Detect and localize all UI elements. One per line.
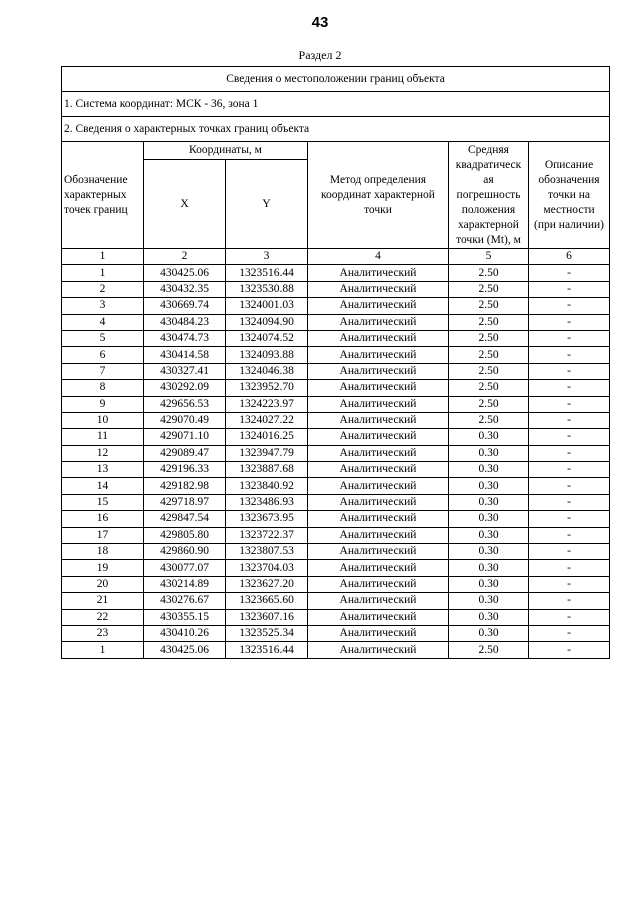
x-coordinate-cell: 429656.53 bbox=[144, 396, 226, 412]
table-row bbox=[62, 625, 610, 641]
x-coordinate-cell: 429860.90 bbox=[144, 544, 226, 560]
method-cell: Аналитический bbox=[308, 593, 449, 609]
column-number: 4 bbox=[308, 249, 449, 265]
column-number: 5 bbox=[449, 249, 529, 265]
x-coordinate-cell: 430327.41 bbox=[144, 363, 226, 379]
description-cell: - bbox=[529, 609, 610, 625]
table-row bbox=[62, 527, 610, 543]
y-coordinate-cell: 1323952.70 bbox=[226, 380, 308, 396]
method-cell: Аналитический bbox=[308, 396, 449, 412]
description-cell: - bbox=[529, 445, 610, 461]
error-cell: 2.50 bbox=[449, 642, 529, 658]
point-number-cell: 9 bbox=[62, 396, 144, 412]
x-coordinate-cell: 430077.07 bbox=[144, 560, 226, 576]
method-cell: Аналитический bbox=[308, 314, 449, 330]
y-coordinate-cell: 1323887.68 bbox=[226, 462, 308, 478]
y-coordinate-cell: 1324046.38 bbox=[226, 363, 308, 379]
error-cell: 0.30 bbox=[449, 593, 529, 609]
point-number-cell: 20 bbox=[62, 576, 144, 592]
x-coordinate-cell: 430669.74 bbox=[144, 298, 226, 314]
table-row bbox=[62, 642, 610, 658]
method-cell: Аналитический bbox=[308, 642, 449, 658]
error-cell: 0.30 bbox=[449, 544, 529, 560]
error-cell: 0.30 bbox=[449, 478, 529, 494]
y-coordinate-cell: 1323807.53 bbox=[226, 544, 308, 560]
x-coordinate-cell: 429847.54 bbox=[144, 511, 226, 527]
method-cell: Аналитический bbox=[308, 560, 449, 576]
y-coordinate-cell: 1323516.44 bbox=[226, 642, 308, 658]
description-cell: - bbox=[529, 265, 610, 281]
method-cell: Аналитический bbox=[308, 412, 449, 428]
method-cell: Аналитический bbox=[308, 576, 449, 592]
description-cell: - bbox=[529, 281, 610, 297]
point-number-cell: 17 bbox=[62, 527, 144, 543]
table-row bbox=[62, 380, 610, 396]
table-row bbox=[62, 511, 610, 527]
y-coordinate-cell: 1323704.03 bbox=[226, 560, 308, 576]
description-cell: - bbox=[529, 527, 610, 543]
table-row bbox=[62, 609, 610, 625]
description-cell: - bbox=[529, 494, 610, 510]
y-coordinate-cell: 1323486.93 bbox=[226, 494, 308, 510]
point-number-cell: 15 bbox=[62, 494, 144, 510]
y-coordinate-cell: 1324094.90 bbox=[226, 314, 308, 330]
method-cell: Аналитический bbox=[308, 478, 449, 494]
error-cell: 2.50 bbox=[449, 380, 529, 396]
error-cell: 0.30 bbox=[449, 527, 529, 543]
point-number-cell: 2 bbox=[62, 281, 144, 297]
x-coordinate-cell: 430414.58 bbox=[144, 347, 226, 363]
header-coordinates: Координаты, м bbox=[144, 142, 308, 160]
y-coordinate-cell: 1323947.79 bbox=[226, 445, 308, 461]
table-row bbox=[62, 593, 610, 609]
table-title: Сведения о местоположении границ объекта bbox=[62, 67, 610, 92]
point-number-cell: 23 bbox=[62, 625, 144, 641]
point-number-cell: 13 bbox=[62, 462, 144, 478]
point-number-cell: 11 bbox=[62, 429, 144, 445]
x-coordinate-cell: 430484.23 bbox=[144, 314, 226, 330]
description-cell: - bbox=[529, 429, 610, 445]
header-description: Описание обозначения точки на местности (при наличии) bbox=[529, 142, 610, 249]
y-coordinate-cell: 1323525.34 bbox=[226, 625, 308, 641]
column-number: 6 bbox=[529, 249, 610, 265]
method-cell: Аналитический bbox=[308, 462, 449, 478]
point-number-cell: 19 bbox=[62, 560, 144, 576]
method-cell: Аналитический bbox=[308, 380, 449, 396]
table-row bbox=[62, 429, 610, 445]
x-coordinate-cell: 429196.33 bbox=[144, 462, 226, 478]
table-row bbox=[62, 363, 610, 379]
coordinate-system-line: 1. Система координат: МСК - 36, зона 1 bbox=[62, 92, 610, 117]
method-cell: Аналитический bbox=[308, 609, 449, 625]
point-number-cell: 1 bbox=[62, 642, 144, 658]
error-cell: 2.50 bbox=[449, 412, 529, 428]
x-coordinate-cell: 429070.49 bbox=[144, 412, 226, 428]
y-coordinate-cell: 1324027.22 bbox=[226, 412, 308, 428]
y-coordinate-cell: 1323673.95 bbox=[226, 511, 308, 527]
point-number-cell: 12 bbox=[62, 445, 144, 461]
method-cell: Аналитический bbox=[308, 544, 449, 560]
method-cell: Аналитический bbox=[308, 265, 449, 281]
error-cell: 0.30 bbox=[449, 511, 529, 527]
error-cell: 0.30 bbox=[449, 462, 529, 478]
method-cell: Аналитический bbox=[308, 527, 449, 543]
error-cell: 0.30 bbox=[449, 609, 529, 625]
error-cell: 2.50 bbox=[449, 314, 529, 330]
y-coordinate-cell: 1324223.97 bbox=[226, 396, 308, 412]
error-cell: 2.50 bbox=[449, 281, 529, 297]
error-cell: 0.30 bbox=[449, 576, 529, 592]
method-cell: Аналитический bbox=[308, 494, 449, 510]
y-coordinate-cell: 1323722.37 bbox=[226, 527, 308, 543]
y-coordinate-cell: 1324074.52 bbox=[226, 330, 308, 346]
description-cell: - bbox=[529, 544, 610, 560]
x-coordinate-cell: 430425.06 bbox=[144, 265, 226, 281]
point-number-cell: 4 bbox=[62, 314, 144, 330]
method-cell: Аналитический bbox=[308, 298, 449, 314]
y-coordinate-cell: 1323665.60 bbox=[226, 593, 308, 609]
x-coordinate-cell: 429182.98 bbox=[144, 478, 226, 494]
boundary-points-table bbox=[61, 66, 610, 659]
point-number-cell: 10 bbox=[62, 412, 144, 428]
point-number-cell: 16 bbox=[62, 511, 144, 527]
x-coordinate-cell: 429718.97 bbox=[144, 494, 226, 510]
description-cell: - bbox=[529, 396, 610, 412]
point-number-cell: 14 bbox=[62, 478, 144, 494]
description-cell: - bbox=[529, 478, 610, 494]
description-cell: - bbox=[529, 298, 610, 314]
x-coordinate-cell: 430292.09 bbox=[144, 380, 226, 396]
point-number-cell: 21 bbox=[62, 593, 144, 609]
point-number-cell: 7 bbox=[62, 363, 144, 379]
column-number: 3 bbox=[226, 249, 308, 265]
description-cell: - bbox=[529, 625, 610, 641]
x-coordinate-cell: 429089.47 bbox=[144, 445, 226, 461]
header-y: Y bbox=[226, 160, 308, 249]
header-x: X bbox=[144, 160, 226, 249]
error-cell: 0.30 bbox=[449, 494, 529, 510]
point-number-cell: 8 bbox=[62, 380, 144, 396]
point-number-cell: 22 bbox=[62, 609, 144, 625]
error-cell: 0.30 bbox=[449, 445, 529, 461]
error-cell: 0.30 bbox=[449, 429, 529, 445]
table-row bbox=[62, 544, 610, 560]
description-cell: - bbox=[529, 462, 610, 478]
table-row bbox=[62, 494, 610, 510]
column-number: 1 bbox=[62, 249, 144, 265]
y-coordinate-cell: 1323607.16 bbox=[226, 609, 308, 625]
error-cell: 2.50 bbox=[449, 330, 529, 346]
point-number-cell: 1 bbox=[62, 265, 144, 281]
table-row bbox=[62, 265, 610, 281]
x-coordinate-cell: 429071.10 bbox=[144, 429, 226, 445]
table-row bbox=[62, 330, 610, 346]
point-number-cell: 5 bbox=[62, 330, 144, 346]
x-coordinate-cell: 430410.26 bbox=[144, 625, 226, 641]
error-cell: 2.50 bbox=[449, 396, 529, 412]
description-cell: - bbox=[529, 642, 610, 658]
description-cell: - bbox=[529, 330, 610, 346]
y-coordinate-cell: 1324016.25 bbox=[226, 429, 308, 445]
x-coordinate-cell: 430355.15 bbox=[144, 609, 226, 625]
table-row bbox=[62, 347, 610, 363]
error-cell: 2.50 bbox=[449, 347, 529, 363]
y-coordinate-cell: 1324093.88 bbox=[226, 347, 308, 363]
table-row bbox=[62, 412, 610, 428]
method-cell: Аналитический bbox=[308, 363, 449, 379]
x-coordinate-cell: 430214.89 bbox=[144, 576, 226, 592]
description-cell: - bbox=[529, 380, 610, 396]
page-number: 43 bbox=[311, 14, 329, 31]
table-row bbox=[62, 281, 610, 297]
x-coordinate-cell: 430432.35 bbox=[144, 281, 226, 297]
table-row bbox=[62, 576, 610, 592]
error-cell: 2.50 bbox=[449, 363, 529, 379]
description-cell: - bbox=[529, 347, 610, 363]
y-coordinate-cell: 1323627.20 bbox=[226, 576, 308, 592]
description-cell: - bbox=[529, 576, 610, 592]
method-cell: Аналитический bbox=[308, 347, 449, 363]
header-designation: Обозначение характерных точек границ bbox=[62, 142, 144, 249]
x-coordinate-cell: 430474.73 bbox=[144, 330, 226, 346]
description-cell: - bbox=[529, 593, 610, 609]
y-coordinate-cell: 1323840.92 bbox=[226, 478, 308, 494]
x-coordinate-cell: 430425.06 bbox=[144, 642, 226, 658]
table-row bbox=[62, 314, 610, 330]
method-cell: Аналитический bbox=[308, 445, 449, 461]
table-row bbox=[62, 560, 610, 576]
table-row bbox=[62, 478, 610, 494]
header-method: Метод определения координат характерной точки bbox=[308, 142, 449, 249]
point-number-cell: 18 bbox=[62, 544, 144, 560]
header-error: Средняя квадратическ ая погрешность положения характерной точки (Mt), м bbox=[449, 142, 529, 249]
description-cell: - bbox=[529, 511, 610, 527]
x-coordinate-cell: 430276.67 bbox=[144, 593, 226, 609]
error-cell: 2.50 bbox=[449, 298, 529, 314]
points-heading: 2. Сведения о характерных точках границ объекта bbox=[62, 117, 610, 142]
column-number: 2 bbox=[144, 249, 226, 265]
table-row bbox=[62, 462, 610, 478]
error-cell: 0.30 bbox=[449, 560, 529, 576]
point-number-cell: 3 bbox=[62, 298, 144, 314]
method-cell: Аналитический bbox=[308, 429, 449, 445]
method-cell: Аналитический bbox=[308, 281, 449, 297]
error-cell: 0.30 bbox=[449, 625, 529, 641]
point-number-cell: 6 bbox=[62, 347, 144, 363]
table-row bbox=[62, 298, 610, 314]
table-row bbox=[62, 445, 610, 461]
table-row bbox=[62, 396, 610, 412]
description-cell: - bbox=[529, 363, 610, 379]
y-coordinate-cell: 1323516.44 bbox=[226, 265, 308, 281]
error-cell: 2.50 bbox=[449, 265, 529, 281]
description-cell: - bbox=[529, 412, 610, 428]
method-cell: Аналитический bbox=[308, 330, 449, 346]
y-coordinate-cell: 1324001.03 bbox=[226, 298, 308, 314]
section-title: Раздел 2 bbox=[298, 48, 342, 62]
method-cell: Аналитический bbox=[308, 511, 449, 527]
method-cell: Аналитический bbox=[308, 625, 449, 641]
x-coordinate-cell: 429805.80 bbox=[144, 527, 226, 543]
y-coordinate-cell: 1323530.88 bbox=[226, 281, 308, 297]
description-cell: - bbox=[529, 560, 610, 576]
description-cell: - bbox=[529, 314, 610, 330]
column-numbers-row bbox=[62, 249, 610, 265]
